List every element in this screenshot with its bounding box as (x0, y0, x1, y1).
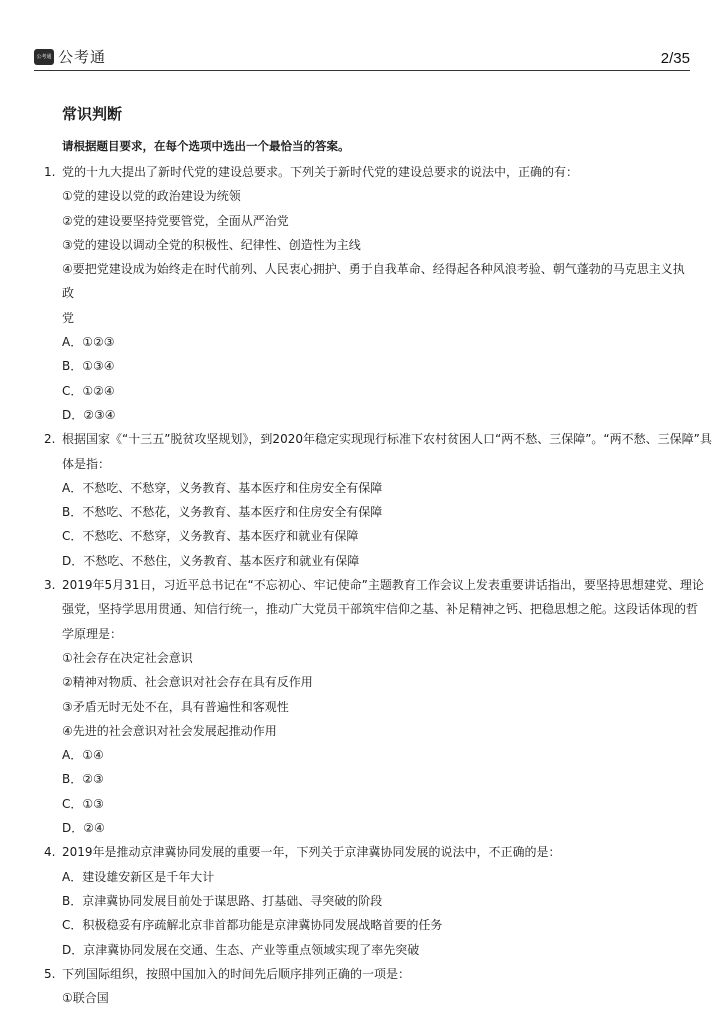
answer-option: D．京津冀协同发展在交通、生态、产业等重点领域实现了率先突破 (62, 942, 420, 957)
question-number: 1. (44, 165, 56, 179)
answer-option: A．不愁吃、不愁穿，义务教育、基本医疗和住房安全有保障 (62, 480, 383, 495)
answer-option: B．①③④ (62, 359, 115, 374)
question-stem-line: 强党，坚持学思用贯通、知信行统一，推动广大党员干部筑牢信仰之基、补足精神之钙、把稳思想之舵。这段话体现的哲 (62, 602, 699, 617)
answer-option: B．不愁吃、不愁花，义务教育、基本医疗和住房安全有保障 (62, 505, 383, 520)
logo (34, 46, 106, 67)
question-statement: ④要把党建设成为始终走在时代前列、人民衷心拥护、勇于自我革命、经得起各种风浪考验、朝气蓬勃的马克思主义执政 (62, 262, 685, 301)
answer-option: D．不愁吃、不愁住，义务教育、基本医疗和就业有保障 (62, 553, 360, 568)
answer-option: A．①②③ (62, 335, 115, 350)
question-3 (44, 573, 704, 840)
question-2 (44, 427, 712, 573)
question-statement: ①党的建设以党的政治建设为统领 (62, 189, 241, 204)
question-4 (44, 840, 694, 961)
answer-option: C．不愁吃、不愁穿，义务教育、基本医疗和就业有保障 (62, 529, 359, 544)
question-statement: ①社会存在决定社会意识 (62, 650, 193, 665)
page-number: 2/35 (660, 50, 690, 67)
question-number: 2. (44, 432, 56, 447)
question-statement: ③矛盾无时无处不在，具有普遍性和客观性 (62, 699, 289, 714)
question-number: 4. (44, 845, 56, 860)
question-statement: ①联合国 (62, 991, 109, 1006)
question-statement: ③党的建设以调动全党的积极性、纪律性、创造性为主线 (62, 237, 361, 252)
question-list (44, 160, 712, 1010)
question-statement: ④先进的社会意识对社会发展起推动作用 (62, 723, 277, 738)
question-stem-line: 2019年5月31日，习近平总书记在“不忘初心、牢记使命”主题教育工作会议上发表重要讲话指出，要坚持思想建党、理论 (62, 578, 704, 593)
section-title: 常识判断 (62, 105, 123, 123)
answer-option: C．积极稳妥有序疏解北京非首都功能是京津冀协同发展战略首要的任务 (62, 918, 443, 933)
answer-option: A．建设雄安新区是千年大计 (62, 869, 215, 884)
question-stem-line: 根据国家《“十三五”脱贫攻坚规划》，到2020年稳定实现现行标准下农村贫困人口“两不愁、三保障”。“两不愁、三保障”具 (62, 432, 712, 447)
question-stem-line: 党的十九大提出了新时代党的建设总要求。下列关于新时代党的建设总要求的说法中，正确的有： (62, 165, 579, 179)
question-5 (44, 962, 694, 1011)
answer-option: C．①②④ (62, 383, 115, 398)
question-stem-line: 2019年是推动京津冀协同发展的重要一年，下列关于京津冀协同发展的说法中，不正确的是： (62, 845, 561, 860)
question-1 (44, 160, 694, 427)
answer-option: D．②④ (62, 821, 105, 836)
question-statement: 党 (62, 310, 75, 325)
answer-option: D．②③④ (62, 407, 116, 422)
question-stem-line: 体是指： (62, 456, 111, 471)
answer-option: A．①④ (62, 748, 104, 763)
question-statement: ②党的建设要坚持党要管党，全面从严治党 (62, 213, 289, 228)
question-stem-line: 学原理是： (62, 626, 123, 641)
page-header (34, 40, 690, 71)
document-content (44, 100, 712, 1010)
question-number: 3. (44, 578, 56, 593)
question-number: 5. (44, 966, 56, 981)
question-statement: ②精神对物质、社会意识对社会存在具有反作用 (62, 675, 313, 690)
answer-option: B．京津冀协同发展目前处于谋思路、打基础、寻突破的阶段 (62, 893, 383, 908)
section-instruction: 请根据题目要求，在每个选项中选出一个最恰当的答案。 (62, 139, 350, 153)
logo-text: 公考通 (58, 48, 107, 66)
logo-badge-icon: 公考通 (34, 49, 54, 65)
answer-option: B．②③ (62, 772, 104, 787)
answer-option: C．①③ (62, 796, 104, 811)
question-stem-line: 下列国际组织，按照中国加入的时间先后顺序排列正确的一项是： (62, 966, 411, 981)
